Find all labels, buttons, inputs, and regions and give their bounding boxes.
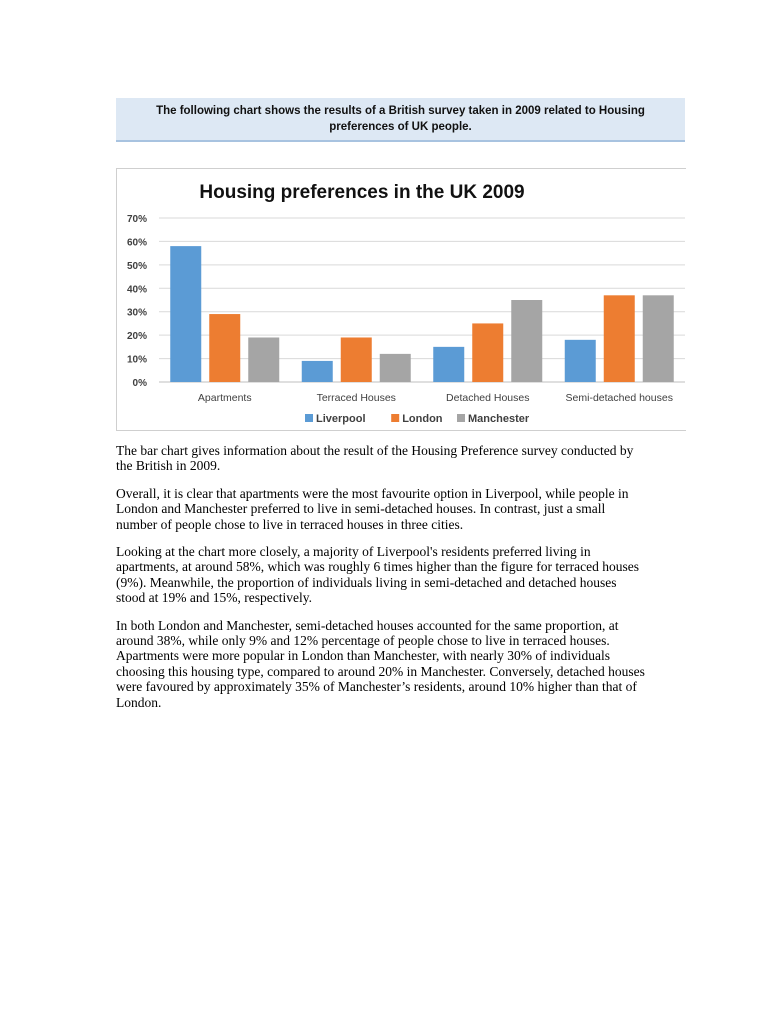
y-tick-label: 50% <box>126 260 147 272</box>
legend-label: London <box>402 413 443 425</box>
essay-paragraph: Overall, it is clear that apartments were the most favourite option in Liverpool, while people in London and Manchester preferred to live in semi-detached houses. In contrast, just a small number of people chose to live in terraced houses in three cities. <box>116 485 629 532</box>
x-tick-label: Semi-detached houses <box>565 392 673 404</box>
bar-london <box>472 323 503 382</box>
x-tick-label: Detached Houses <box>446 392 530 404</box>
chart-title: Housing preferences in the UK 2009 <box>199 182 525 203</box>
chart-frame <box>116 168 686 431</box>
y-tick-label: 70% <box>126 214 147 225</box>
essay-paragraph: The bar chart gives information about the result of the Housing Preference survey conducted by the British in 2009. <box>116 443 634 474</box>
bar-liverpool <box>433 347 464 382</box>
bar-chart <box>117 169 687 432</box>
y-tick-label: 0% <box>132 378 147 389</box>
legend-swatch <box>391 414 399 422</box>
legend-swatch <box>457 414 465 422</box>
legend-swatch <box>305 414 313 422</box>
bar-liverpool <box>565 340 596 382</box>
y-tick-label: 10% <box>126 354 147 366</box>
y-tick-label: 60% <box>126 237 147 249</box>
legend-label: Manchester <box>468 413 530 425</box>
bar-liverpool <box>170 246 201 382</box>
essay-text <box>116 443 648 722</box>
y-tick-label: 30% <box>126 307 147 319</box>
bar-manchester <box>511 300 542 382</box>
task-prompt-banner <box>116 98 685 142</box>
task-prompt-text: The following chart shows the results of a British survey taken in 2009 related to Housing preferences of UK people. <box>156 105 645 133</box>
legend-label: Liverpool <box>316 413 366 425</box>
bar-manchester <box>380 354 411 382</box>
bar-liverpool <box>302 361 333 382</box>
x-tick-label: Terraced Houses <box>316 392 396 404</box>
bar-london <box>209 314 240 382</box>
essay-paragraph: In both London and Manchester, semi-detached houses accounted for the same proportion, at around 38%, while only 9% and 12% percentage of people chose to live in terraced houses. Apartments were more popular in London than Manchester, with nearly 30% of individuals choosing this housing type, compared to around 20% in Manchester. Conversely, detached houses were favoured by approximately 35% of Manchester’s residents, around 10% higher than that of London. <box>116 617 645 710</box>
essay-paragraph: Looking at the chart more closely, a majority of Liverpool's residents preferred living in apartments, at around 58%, which was roughly 6 times higher than the figure for terraced houses (9%). Meanwhile, the proportion of individuals living in semi-detached and detached houses stood at 19% and 15%, respectively. <box>116 544 639 606</box>
bar-manchester <box>248 337 279 382</box>
x-tick-label: Apartments <box>197 392 252 404</box>
y-tick-label: 20% <box>126 331 147 343</box>
bar-london <box>341 337 372 382</box>
y-tick-label: 40% <box>126 284 147 296</box>
bar-london <box>604 295 635 382</box>
bar-manchester <box>643 295 674 382</box>
